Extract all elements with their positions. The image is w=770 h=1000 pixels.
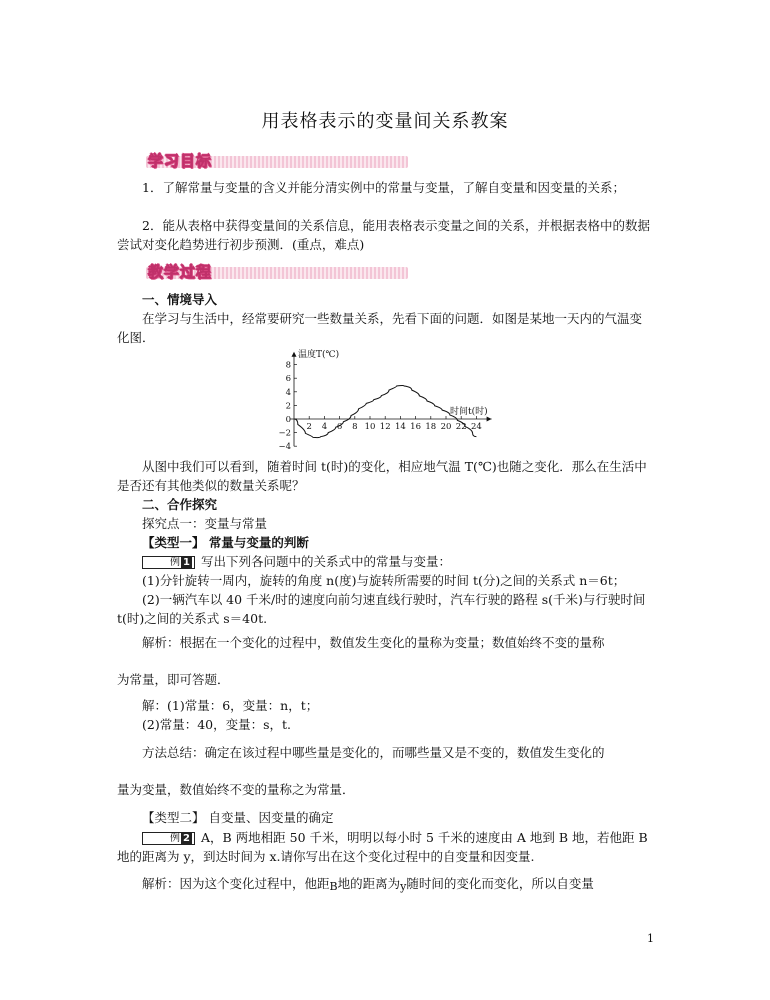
x-tick-label: 24 xyxy=(470,422,482,432)
page-title: 用表格表示的变量间关系教案 xyxy=(261,111,509,132)
solution-1-a: 解：(1)常量：6，变量：n，t； xyxy=(142,698,319,713)
x-axis-arrow xyxy=(487,417,492,422)
example-1-question-1: (1)分针旋转一周内，旋转的角度 n(度)与旋转所需要的时间 t(分)之间的关系式 n＝6t； xyxy=(142,573,626,588)
example-tag: 例 1 xyxy=(142,556,195,569)
method-summary: 方法总结：确定在该过程中哪些量是变化的，而哪些量又是不变的，数值发生变化的 xyxy=(142,745,605,760)
example-1-question-2: (2)一辆汽车以 40 千米/时的速度向前匀速直线行驶时，汽车行驶的路程 s(千米)与行驶时间 t(时)之间的关系式 s＝40t. xyxy=(117,592,646,626)
intro-text-2: 从图中我们可以看到，随着时间 t(时)的变化，相应地气温 T(℃)也随之变化．那么在生活中是否还有其他类似的数量关系呢？ xyxy=(117,459,647,493)
solution-1-b: (2)常量：40，变量：s，t. xyxy=(142,717,292,732)
method-summary-cont: 量为变量，数值始终不变的量称之为常量． xyxy=(117,782,355,797)
x-tick-label: 2 xyxy=(306,422,312,432)
example-2 xyxy=(117,828,653,866)
x-tick-label: 10 xyxy=(364,422,376,432)
method-label: 方法总结： xyxy=(142,745,205,760)
x-tick-label: 8 xyxy=(352,422,358,432)
x-tick-label: 14 xyxy=(394,422,406,432)
x-tick-label: 22 xyxy=(455,422,467,432)
intro-heading: 一、情境导入 xyxy=(142,292,218,307)
y-tick-label: −4 xyxy=(278,442,291,453)
y-tick-label: 6 xyxy=(285,374,291,385)
y-tick-label: 4 xyxy=(285,387,291,398)
example-2-text: A，B 两地相距 50 千米，明明以每小时 5 千米的速度由 A 地到 B 地，若他距 B 地的距离为 y，到达时间为 x.请你写出在这个变化过程中的自变量和因变量. xyxy=(117,830,648,864)
goal-item-1: 1．了解常量与变量的含义并能分清实例中的常量与变量，了解自变量和因变量的关系； xyxy=(142,180,625,195)
y-tick-label: 0 xyxy=(285,415,291,425)
analysis-label: 解析： xyxy=(142,876,180,891)
y-tick-label: 2 xyxy=(285,401,291,412)
explore-point-1: 探究点一：变量与常量 xyxy=(142,516,268,531)
goal-item-2: 2．能从表格中获得变量间的关系信息，能用表格表示变量之间的关系，并根据表格中的数据尝试对变化趋势进行初步预测．(重点，难点) xyxy=(117,218,650,252)
intro-text-1: 在学习与生活中，经常要研究一些数量关系，先看下面的问题．如图是某地一天内的气温变化图． xyxy=(117,311,643,345)
type-2-heading: 【类型二】 自变量、因变量的确定 xyxy=(142,810,334,825)
section-banner-goals xyxy=(146,150,408,172)
temperature-chart xyxy=(270,343,530,453)
section-label-process: 教学过程 xyxy=(148,263,213,281)
x-tick-label: 20 xyxy=(440,422,452,432)
x-tick-label: 6 xyxy=(336,422,343,432)
page-number: 1 xyxy=(647,932,654,945)
section-banner-process xyxy=(146,261,408,283)
y-tick-label: 8 xyxy=(285,360,291,371)
analysis-2: 解析：因为这个变化过程中，他距B地的距离为y随时间的变化而变化，所以自变量 xyxy=(142,876,594,893)
x-tick-label: 18 xyxy=(425,422,437,432)
example-tag: 例 2 xyxy=(142,832,195,845)
x-tick-label: 4 xyxy=(321,422,328,432)
y-axis-arrow xyxy=(292,352,297,357)
x-axis-label: 时间t(时) xyxy=(449,407,488,417)
explore-heading: 二、合作探究 xyxy=(142,497,218,512)
y-axis-label: 温度T(℃) xyxy=(298,349,340,360)
x-tick-label: 16 xyxy=(410,422,422,432)
analysis-1-cont: 为常量，即可答题． xyxy=(117,672,230,687)
type-1-heading: 【类型一】 常量与变量的判断 xyxy=(142,535,309,550)
analysis-label: 解析： xyxy=(142,635,180,650)
example-1-text: 写出下列各问题中的关系式中的常量与变量： xyxy=(200,554,451,569)
x-tick-label: 12 xyxy=(379,422,391,432)
example-1 xyxy=(117,552,653,571)
analysis-1: 解析：根据在一个变化的过程中，数值发生变化的量称为变量；数值始终不变的量称 xyxy=(142,635,605,650)
y-tick-label: −2 xyxy=(278,428,291,439)
section-label-goals: 学习目标 xyxy=(148,152,213,170)
